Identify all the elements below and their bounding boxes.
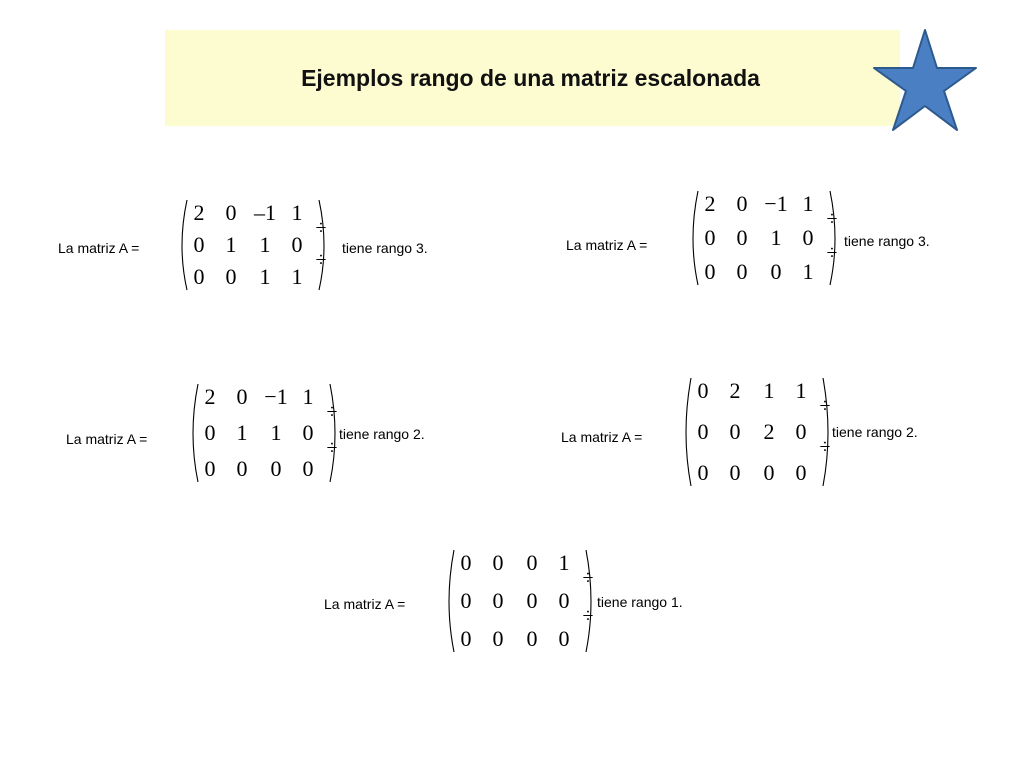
matrix-cell: 0 bbox=[270, 456, 282, 481]
matrix-cell: 0 bbox=[225, 200, 237, 225]
matrix-cell: 0 bbox=[526, 588, 538, 613]
example-1 bbox=[58, 196, 478, 316]
right-bracket bbox=[586, 550, 591, 652]
example-4 bbox=[561, 374, 981, 494]
matrix-cell: 1 bbox=[558, 550, 570, 575]
matrix-cell: 0 bbox=[526, 550, 538, 575]
divider-glyph: ÷ bbox=[819, 395, 831, 417]
matrix-cell: 0 bbox=[236, 456, 248, 481]
left-bracket bbox=[449, 550, 454, 652]
matrix-cell: −1 bbox=[764, 191, 788, 216]
matrix-cell: 1 bbox=[770, 225, 782, 250]
right-bracket bbox=[830, 191, 835, 285]
matrix-cell: 0 bbox=[526, 626, 538, 651]
matrix-cell: 0 bbox=[558, 626, 570, 651]
matrix-cell: 1 bbox=[236, 420, 248, 445]
matrix-cell: 1 bbox=[270, 420, 282, 445]
divider-glyph: ÷ bbox=[326, 401, 338, 423]
matrix-cell: 0 bbox=[460, 588, 472, 613]
matrix-cell: 0 bbox=[802, 225, 814, 250]
matrix-cell: 0 bbox=[770, 259, 782, 284]
rank-label: tiene rango 2. bbox=[832, 424, 918, 440]
slide-title: Ejemplos rango de una matriz escalonada bbox=[301, 64, 760, 91]
matrix-cell: 0 bbox=[460, 550, 472, 575]
matrix-cell: 2 bbox=[729, 378, 741, 403]
matrix-cell: 0 bbox=[236, 384, 248, 409]
matrix-cell: 0 bbox=[204, 420, 216, 445]
matrix-cell: 0 bbox=[492, 626, 504, 651]
left-bracket bbox=[182, 200, 187, 290]
matrix-cell: 0 bbox=[729, 419, 741, 444]
divider-glyph: ÷ bbox=[819, 436, 831, 458]
matrix-cell: 0 bbox=[736, 225, 748, 250]
matrix-cell: 0 bbox=[460, 626, 472, 651]
matrix-cell: 1 bbox=[291, 200, 303, 225]
matrix-cell: 0 bbox=[697, 419, 709, 444]
matrix-cell: 1 bbox=[259, 232, 271, 257]
matrix-cell: 1 bbox=[225, 232, 237, 257]
divider-glyph: ÷ bbox=[582, 605, 594, 627]
matrix-3 bbox=[184, 380, 354, 488]
matrix-cell: 0 bbox=[204, 456, 216, 481]
divider-glyph: ÷ bbox=[826, 242, 838, 264]
matrix-cell: 2 bbox=[193, 200, 205, 225]
matrix-cell: 0 bbox=[193, 264, 205, 289]
matrix-cell: 1 bbox=[795, 378, 807, 403]
star-shape bbox=[874, 30, 976, 130]
divider-glyph: ÷ bbox=[826, 208, 838, 230]
matrix-cell: −1 bbox=[264, 384, 288, 409]
example-2 bbox=[566, 187, 986, 307]
right-bracket bbox=[330, 384, 335, 482]
matrix-cell: 0 bbox=[736, 259, 748, 284]
matrix-2 bbox=[684, 187, 854, 291]
matrix-cell: 0 bbox=[291, 232, 303, 257]
matrix-cell: 1 bbox=[802, 259, 814, 284]
matrix-cell: –1 bbox=[254, 200, 276, 225]
matrix-cell: 0 bbox=[795, 419, 807, 444]
matrix-lead-label: La matriz A = bbox=[324, 596, 406, 612]
matrix-5 bbox=[440, 546, 610, 658]
matrix-cell: 0 bbox=[302, 420, 314, 445]
rank-label: tiene rango 1. bbox=[597, 594, 683, 610]
matrix-cell: 0 bbox=[193, 232, 205, 257]
matrix-cell: 0 bbox=[704, 259, 716, 284]
matrix-cell: 0 bbox=[697, 378, 709, 403]
left-bracket bbox=[193, 384, 198, 482]
left-bracket bbox=[693, 191, 698, 285]
matrix-cell: 0 bbox=[704, 225, 716, 250]
matrix-cell: 0 bbox=[729, 460, 741, 485]
matrix-lead-label: La matriz A = bbox=[561, 429, 643, 445]
star-icon bbox=[872, 28, 978, 134]
matrix-lead-label: La matriz A = bbox=[566, 237, 648, 253]
matrix-cell: 0 bbox=[763, 460, 775, 485]
rank-label: tiene rango 3. bbox=[342, 240, 428, 256]
divider-glyph: ÷ bbox=[315, 249, 327, 271]
matrix-cell: 0 bbox=[736, 191, 748, 216]
matrix-lead-label: La matriz A = bbox=[66, 431, 148, 447]
example-3 bbox=[66, 380, 486, 500]
matrix-cell: 1 bbox=[291, 264, 303, 289]
example-5 bbox=[324, 546, 744, 666]
matrix-cell: 0 bbox=[302, 456, 314, 481]
matrix-lead-label: La matriz A = bbox=[58, 240, 140, 256]
matrix-cell: 1 bbox=[302, 384, 314, 409]
matrix-cell: 1 bbox=[802, 191, 814, 216]
matrix-cell: 0 bbox=[558, 588, 570, 613]
matrix-cell: 1 bbox=[259, 264, 271, 289]
matrix-cell: 0 bbox=[795, 460, 807, 485]
matrix-cell: 1 bbox=[763, 378, 775, 403]
matrix-1 bbox=[173, 196, 343, 296]
matrix-cell: 2 bbox=[704, 191, 716, 216]
matrix-cell: 0 bbox=[697, 460, 709, 485]
matrix-cell: 2 bbox=[763, 419, 775, 444]
title-box bbox=[165, 30, 900, 126]
divider-glyph: ÷ bbox=[326, 437, 338, 459]
matrix-cell: 0 bbox=[225, 264, 237, 289]
matrix-cell: 0 bbox=[492, 588, 504, 613]
matrix-cell: 2 bbox=[204, 384, 216, 409]
right-bracket bbox=[319, 200, 324, 290]
rank-label: tiene rango 3. bbox=[844, 233, 930, 249]
matrix-4 bbox=[677, 374, 847, 492]
divider-glyph: ÷ bbox=[315, 217, 327, 239]
rank-label: tiene rango 2. bbox=[339, 426, 425, 442]
left-bracket bbox=[686, 378, 691, 486]
matrix-cell: 0 bbox=[492, 550, 504, 575]
divider-glyph: ÷ bbox=[582, 567, 594, 589]
